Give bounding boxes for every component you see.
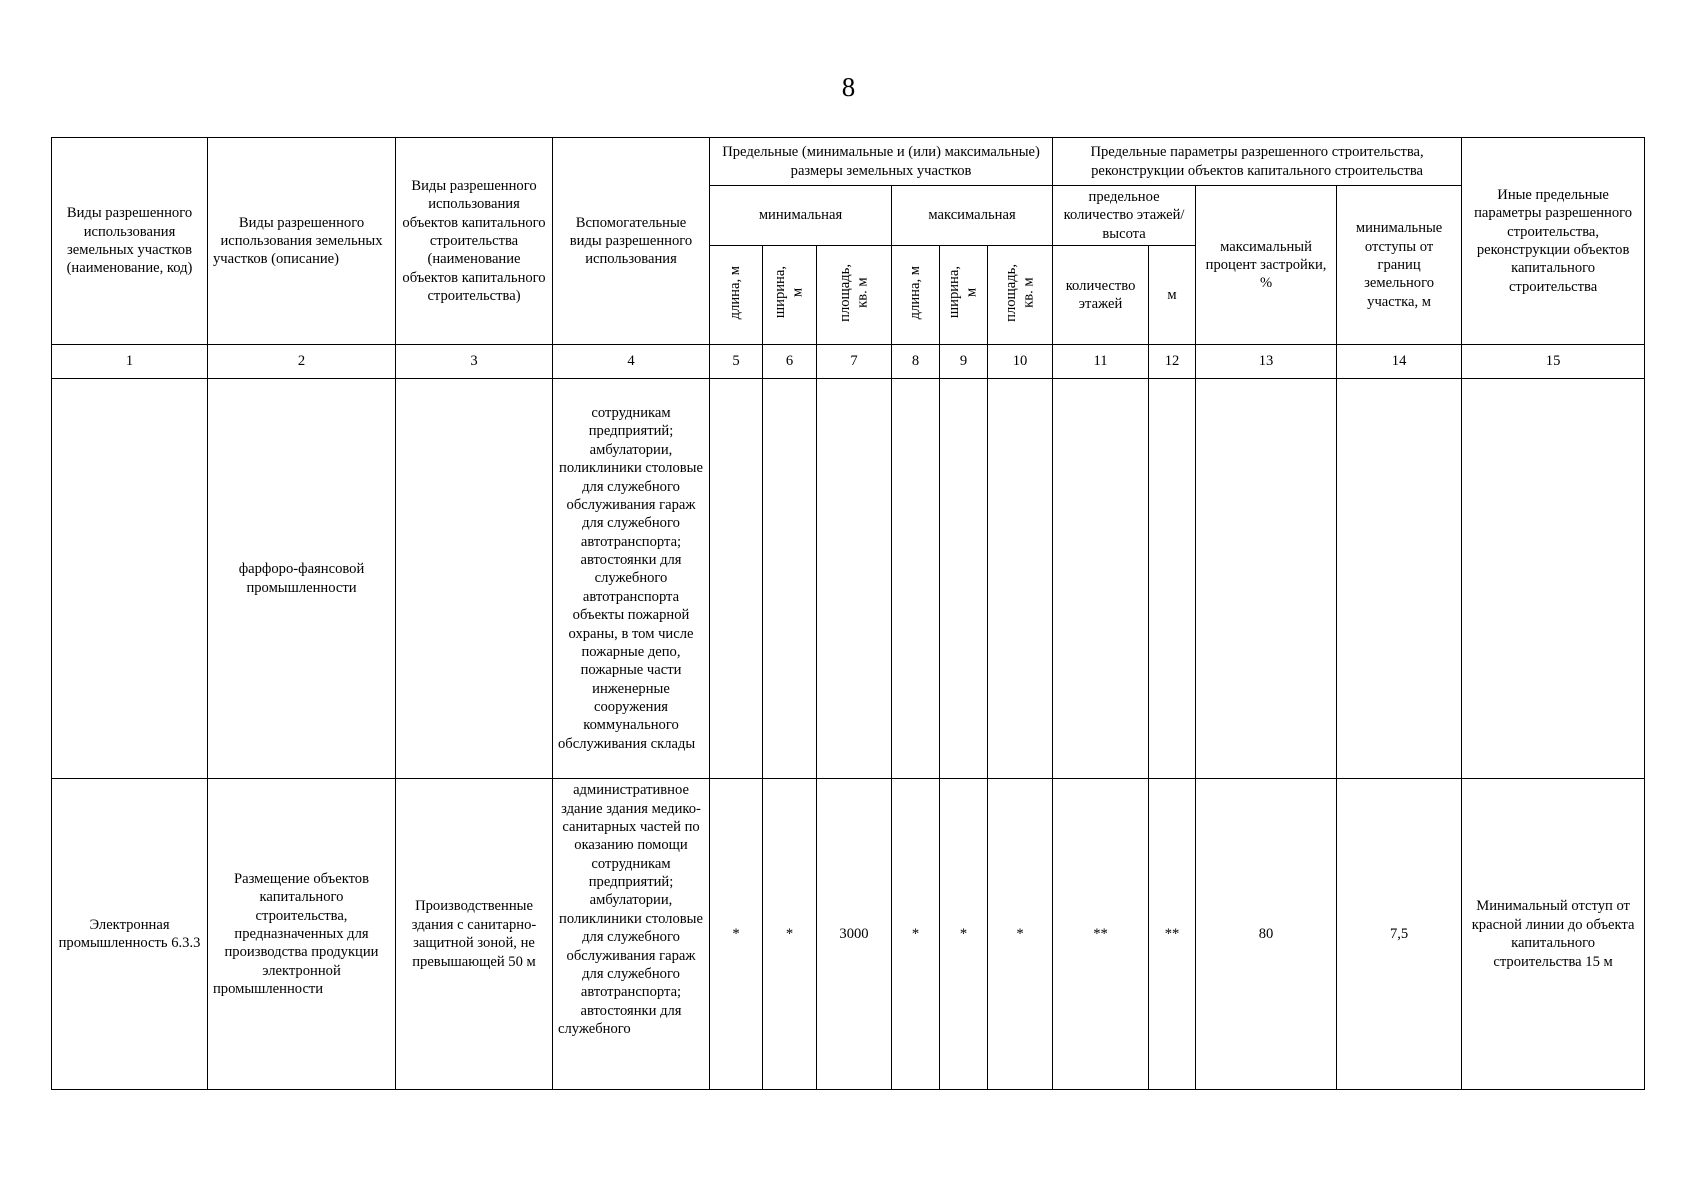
- column-number: 9: [940, 345, 988, 379]
- cell-auxiliary-uses: сотрудникам предприятий; амбулатории, поликлиники столовые для служебного обслуживания гараж для служебного автотранспорта; автостоянки для служебного автотранспорта объекты пожарной охраны, в том числе пожарные депо, пожарные части инженерные сооружения коммунального обслуживания склады: [553, 379, 710, 779]
- cell-max-area: *: [988, 779, 1053, 1090]
- column-number: 7: [817, 345, 892, 379]
- header-auxiliary-uses: Вспомогательные виды разрешенного использования: [553, 138, 710, 345]
- header-height-meters: м: [1149, 246, 1196, 345]
- column-number: 8: [892, 345, 940, 379]
- cell-min-area: [817, 379, 892, 779]
- column-number: 2: [208, 345, 396, 379]
- header-max-width: ширина, м: [946, 266, 980, 319]
- cell-capital-objects: [396, 379, 553, 779]
- column-number: 11: [1053, 345, 1149, 379]
- header-min-area: площадь, кв. м: [836, 263, 870, 322]
- header-min-setbacks: минимальные отступы от границ земельного участка, м: [1337, 186, 1462, 345]
- cell-min-setbacks: 7,5: [1337, 779, 1462, 1090]
- header-max-area-cell: [988, 246, 1053, 345]
- header-land-use-description: Виды разрешенного использования земельных участков (описание): [208, 138, 396, 345]
- cell-capital-objects: Производственные здания с санитарно-защитной зоной, не превышающей 50 м: [396, 779, 553, 1090]
- cell-auxiliary-uses: административное здание здания медико-санитарных частей по оказанию помощи сотрудникам предприятий; амбулатории, поликлиники столовые для служебного обслуживания гараж для служебного автотранспорта; автостоянки для служебного: [553, 779, 710, 1090]
- column-number: 12: [1149, 345, 1196, 379]
- cell-min-area: 3000: [817, 779, 892, 1090]
- cell-min-width: *: [763, 779, 817, 1090]
- cell-max-length: [892, 379, 940, 779]
- column-number: 5: [710, 345, 763, 379]
- header-other-params: Иные предельные параметры разрешенного строительства, реконструкции объектов капитального строительства: [1462, 138, 1645, 345]
- column-number: 13: [1196, 345, 1337, 379]
- header-max-length: длина, м: [906, 265, 923, 320]
- column-number-row: [52, 345, 1645, 379]
- cell-floor-count: **: [1053, 779, 1149, 1090]
- cell-height: **: [1149, 779, 1196, 1090]
- page-number: 8: [841, 72, 856, 102]
- header-max-building-percent: максимальный процент застройки, %: [1196, 186, 1337, 345]
- header-min-length-cell: [710, 246, 763, 345]
- header-max-area: площадь, кв. м: [1002, 263, 1037, 322]
- header-min-length: длина, м: [727, 265, 744, 320]
- column-number: 14: [1337, 345, 1462, 379]
- cell-floor-count: [1053, 379, 1149, 779]
- cell-height: [1149, 379, 1196, 779]
- cell-min-length: [710, 379, 763, 779]
- cell-land-use-name: [52, 379, 208, 779]
- header-land-size-limits: Предельные (минимальные и (или) максимальные) размеры земельных участков: [710, 138, 1053, 186]
- cell-other-params: Минимальный отступ от красной линии до объекта капитального строительства 15 м: [1462, 779, 1645, 1090]
- cell-max-area: [988, 379, 1053, 779]
- cell-max-width: [940, 379, 988, 779]
- header-max-width-cell: [940, 246, 988, 345]
- header-min-width: ширина, м: [772, 266, 806, 319]
- column-number: 4: [553, 345, 710, 379]
- column-number: 15: [1462, 345, 1645, 379]
- header-land-use-name: Виды разрешенного использования земельных участков (наименование, код): [52, 138, 208, 345]
- land-use-table: [51, 137, 1645, 1090]
- cell-max-percent: 80: [1196, 779, 1337, 1090]
- cell-max-percent: [1196, 379, 1337, 779]
- header-min-area-cell: [817, 246, 892, 345]
- header-maximal: максимальная: [892, 186, 1053, 246]
- cell-min-setbacks: [1337, 379, 1462, 779]
- column-number: 6: [763, 345, 817, 379]
- header-min-width-cell: [763, 246, 817, 345]
- cell-land-use-name: Электронная промышленность 6.3.3: [52, 779, 208, 1090]
- cell-min-width: [763, 379, 817, 779]
- table-row: [52, 379, 1645, 779]
- cell-other-params: [1462, 379, 1645, 779]
- table-row: [52, 779, 1645, 1090]
- cell-max-width: *: [940, 779, 988, 1090]
- header-capital-objects: Виды разрешенного использования объектов капитального строительства (наименование объектов капитального строительства): [396, 138, 553, 345]
- header-max-length-cell: [892, 246, 940, 345]
- column-number: 1: [52, 345, 208, 379]
- cell-max-length: *: [892, 779, 940, 1090]
- cell-land-use-description: фарфоро-фаянсовой промышленности: [208, 379, 396, 779]
- column-number: 10: [988, 345, 1053, 379]
- cell-land-use-description: Размещение объектов капитального строительства, предназначенных для производства продукции электронной промышленности: [208, 779, 396, 1090]
- header-floors-height: предельное количество этажей/высота: [1053, 186, 1196, 246]
- column-number: 3: [396, 345, 553, 379]
- header-construction-limits: Предельные параметры разрешенного строительства, реконструкции объектов капитального строительства: [1053, 138, 1462, 186]
- header-row-1: [52, 138, 1645, 186]
- header-minimal: минимальная: [710, 186, 892, 246]
- cell-min-length: *: [710, 779, 763, 1090]
- header-floor-count: количество этажей: [1053, 246, 1149, 345]
